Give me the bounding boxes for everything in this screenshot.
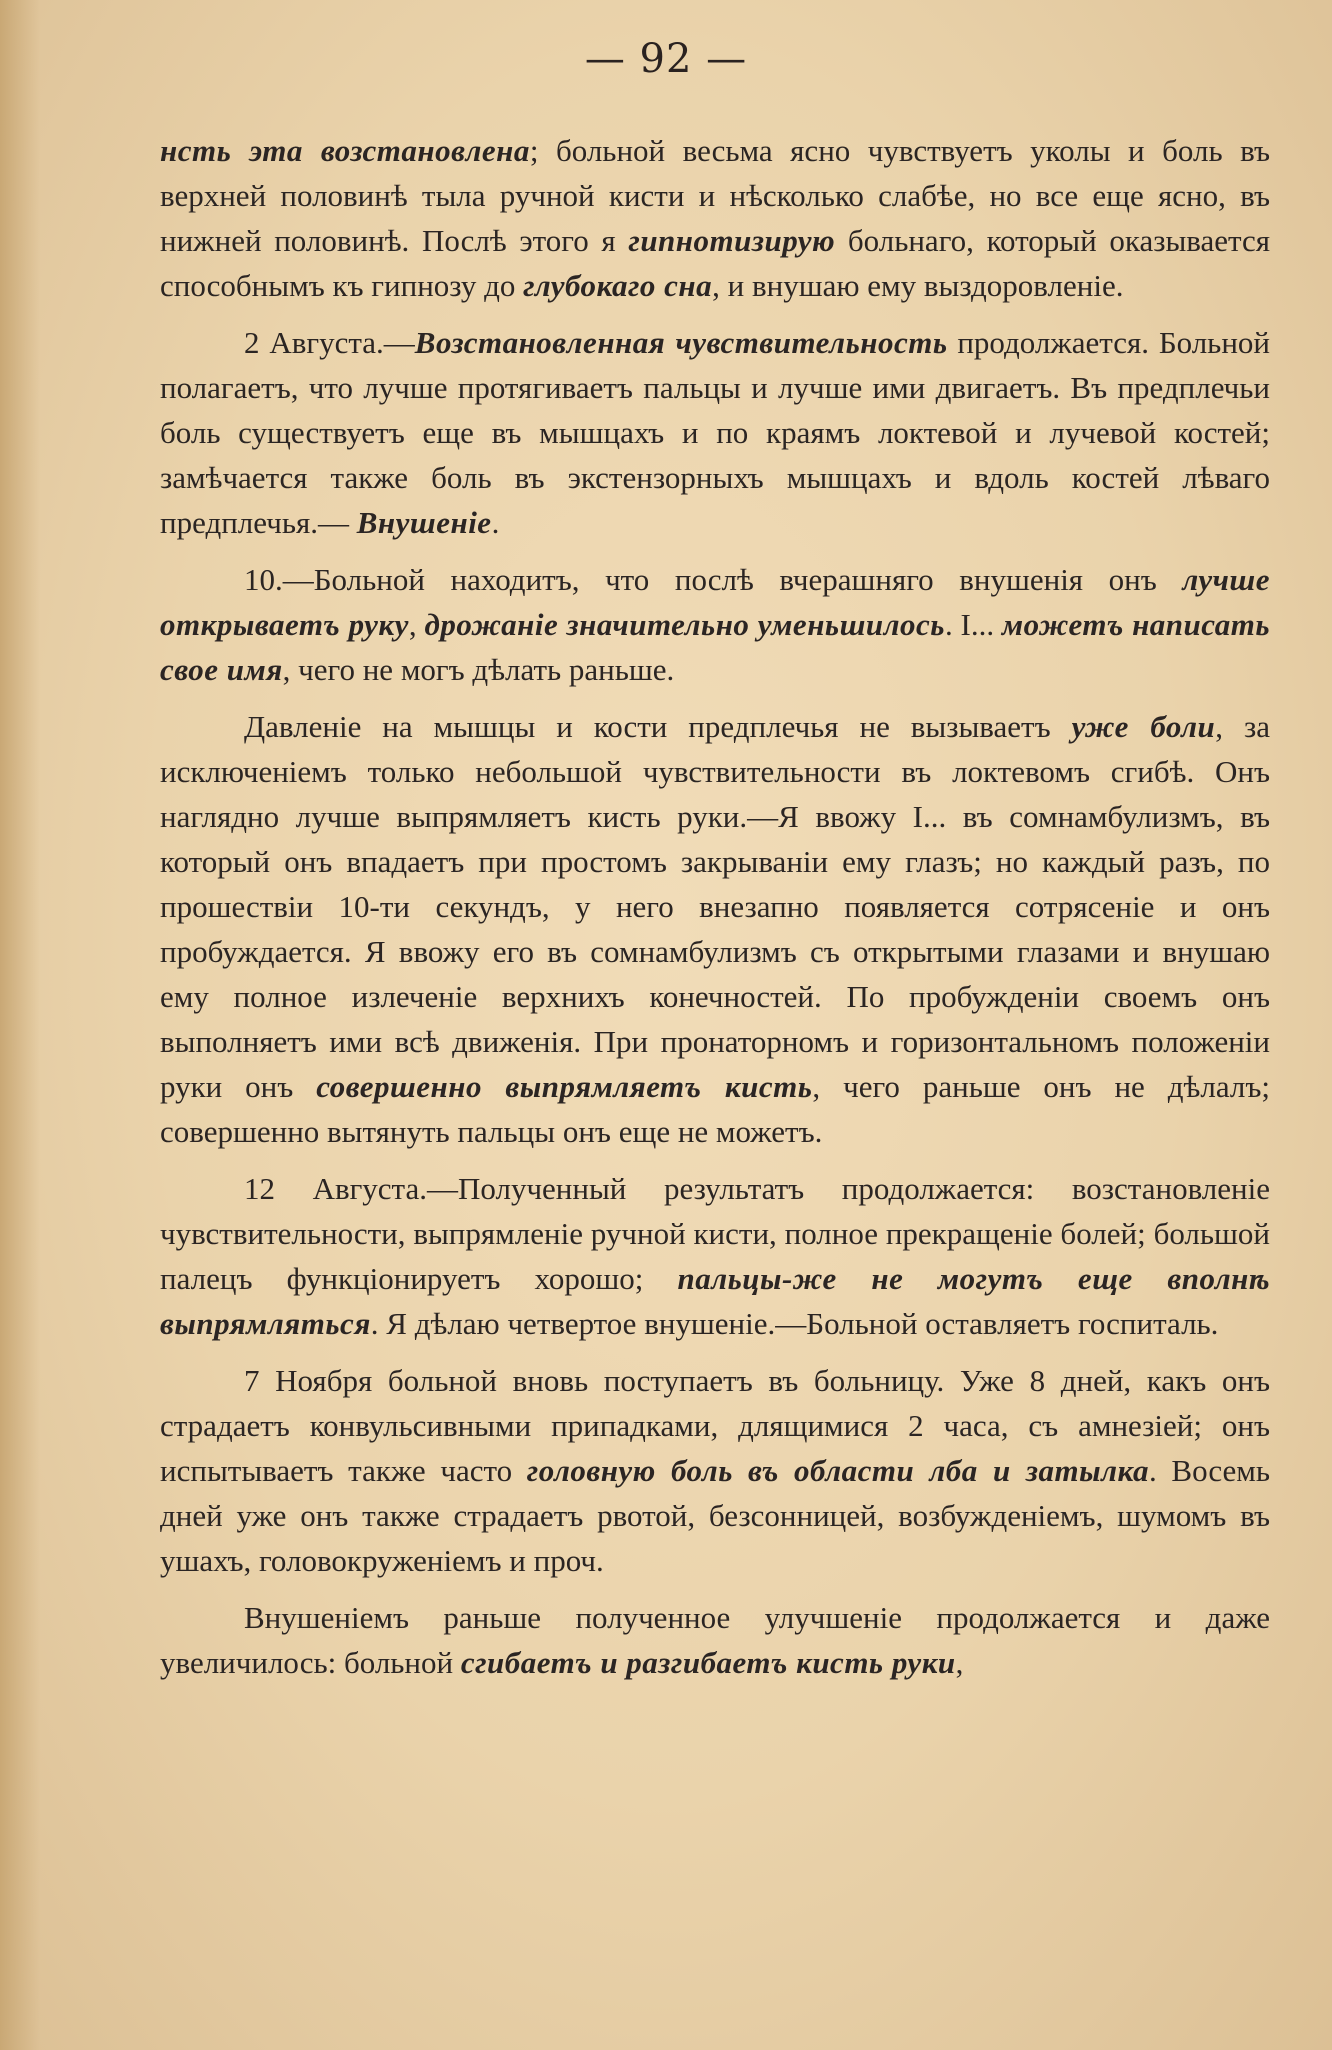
text-run: 12 Августа.—Полученный результатъ продолжается: возстановленіе чувствительности, выпрямленіе ручной кисти, полное прекращеніе болей; большой палецъ функціонируетъ хорошо; bbox=[160, 1171, 1270, 1296]
text-run: продолжается. Больной полагаетъ, что лучше протягиваетъ пальцы и лучше ими двигаетъ. Въ предплечьи боль существуетъ еще въ мышцахъ и по краямъ локтевой и лучевой костей; замѣчается также боль въ экстензорныхъ мышцахъ и вдоль костей лѣваго предплечья.— bbox=[160, 325, 1270, 540]
paragraph bbox=[160, 320, 1270, 545]
emphasized-text: дрожаніе значительно уменьшилось bbox=[424, 607, 945, 642]
paragraph bbox=[160, 128, 1270, 308]
text-run: , и внушаю ему выздоровленіе. bbox=[712, 268, 1124, 303]
text-body bbox=[160, 128, 1270, 1697]
paragraph bbox=[160, 1595, 1270, 1685]
text-run: больнаго, который оказывается способнымъ къ гипнозу до bbox=[160, 223, 1271, 303]
text-run: . Восемь дней уже онъ также страдаетъ рвотой, безсонницей, возбужденіемъ, шумомъ въ ушахъ, головокруженіемъ и проч. bbox=[160, 1453, 1270, 1578]
text-run: 10.—Больной находитъ, что послѣ вчерашняго внушенія онъ bbox=[244, 562, 1183, 597]
paragraph bbox=[160, 1358, 1270, 1583]
emphasized-text: уже боли bbox=[1071, 709, 1216, 744]
paragraph bbox=[160, 1166, 1270, 1346]
emphasized-text: нсть эта возстановлена bbox=[160, 133, 530, 168]
text-run: . bbox=[491, 505, 500, 540]
emphasized-text: Возстановленная чувствительность bbox=[414, 325, 948, 360]
text-run: , чего раньше онъ не дѣлалъ; совершенно вытянуть пальцы онъ еще не можетъ. bbox=[160, 1069, 1270, 1149]
text-run: , bbox=[408, 607, 425, 642]
text-run: Внушеніемъ раньше полученное улучшеніе продолжается и даже увеличилось: больной bbox=[160, 1600, 1270, 1680]
emphasized-text: лучше открываетъ руку bbox=[160, 562, 1270, 642]
paragraph bbox=[160, 704, 1270, 1154]
emphasized-text: головную боль въ области лба и затылка bbox=[526, 1453, 1149, 1488]
text-run: , за исключеніемъ только небольшой чувствительности въ локтевомъ сгибѣ. Онъ наглядно лучше выпрямляетъ кисть руки.—Я ввожу I... въ сомнамбулизмъ, въ который онъ впадаетъ при простомъ закрываніи ему глазъ; но каждый разъ, по прошествіи 10-ти секундъ, у него внезапно появляется сотрясеніе и онъ пробуждается. Я ввожу его въ сомнамбулизмъ съ открытыми глазами и внушаю ему полное излеченіе верхнихъ конечностей. По пробужденіи своемъ онъ выполняетъ ими всѣ движенія. При пронаторномъ и горизонтальномъ положеніи руки онъ bbox=[160, 709, 1270, 1104]
text-run: Давленіе на мышцы и кости предплечья не вызываетъ bbox=[244, 709, 1072, 744]
emphasized-text: глубокаго сна bbox=[523, 268, 713, 303]
paragraph bbox=[160, 557, 1270, 692]
text-run: ; больной весьма ясно чувствуетъ уколы и боль въ верхней половинѣ тыла ручной кисти и нѣсколько слабѣе, но все еще ясно, въ нижней половинѣ. Послѣ этого я bbox=[160, 133, 1270, 258]
text-run: , чего не могъ дѣлать раньше. bbox=[282, 652, 675, 687]
text-run: . I... bbox=[944, 607, 1002, 642]
emphasized-text: сгибаетъ и разгибаетъ кисть руки bbox=[460, 1645, 956, 1680]
emphasized-text: Внушеніе bbox=[356, 505, 492, 540]
page-number: — 92 — bbox=[584, 36, 748, 82]
emphasized-text: гипнотизирую bbox=[628, 223, 836, 258]
text-run: , bbox=[955, 1645, 964, 1680]
text-run: . Я дѣлаю четвертое внушеніе.—Больной оставляетъ госпиталь. bbox=[370, 1306, 1219, 1341]
emphasized-text: можетъ написать свое имя bbox=[160, 607, 1270, 687]
emphasized-text: совершенно выпрямляетъ кисть bbox=[316, 1069, 813, 1104]
emphasized-text: пальцы-же не могутъ еще вполнѣ выпрямляться bbox=[160, 1261, 1270, 1341]
text-run: 2 Августа.— bbox=[244, 325, 415, 360]
text-run: 7 Ноября больной вновь поступаетъ въ больницу. Уже 8 дней, какъ онъ страдаетъ конвульсивными припадками, длящимися 2 часа, съ амнезіей; онъ испытываетъ также часто bbox=[160, 1363, 1270, 1488]
